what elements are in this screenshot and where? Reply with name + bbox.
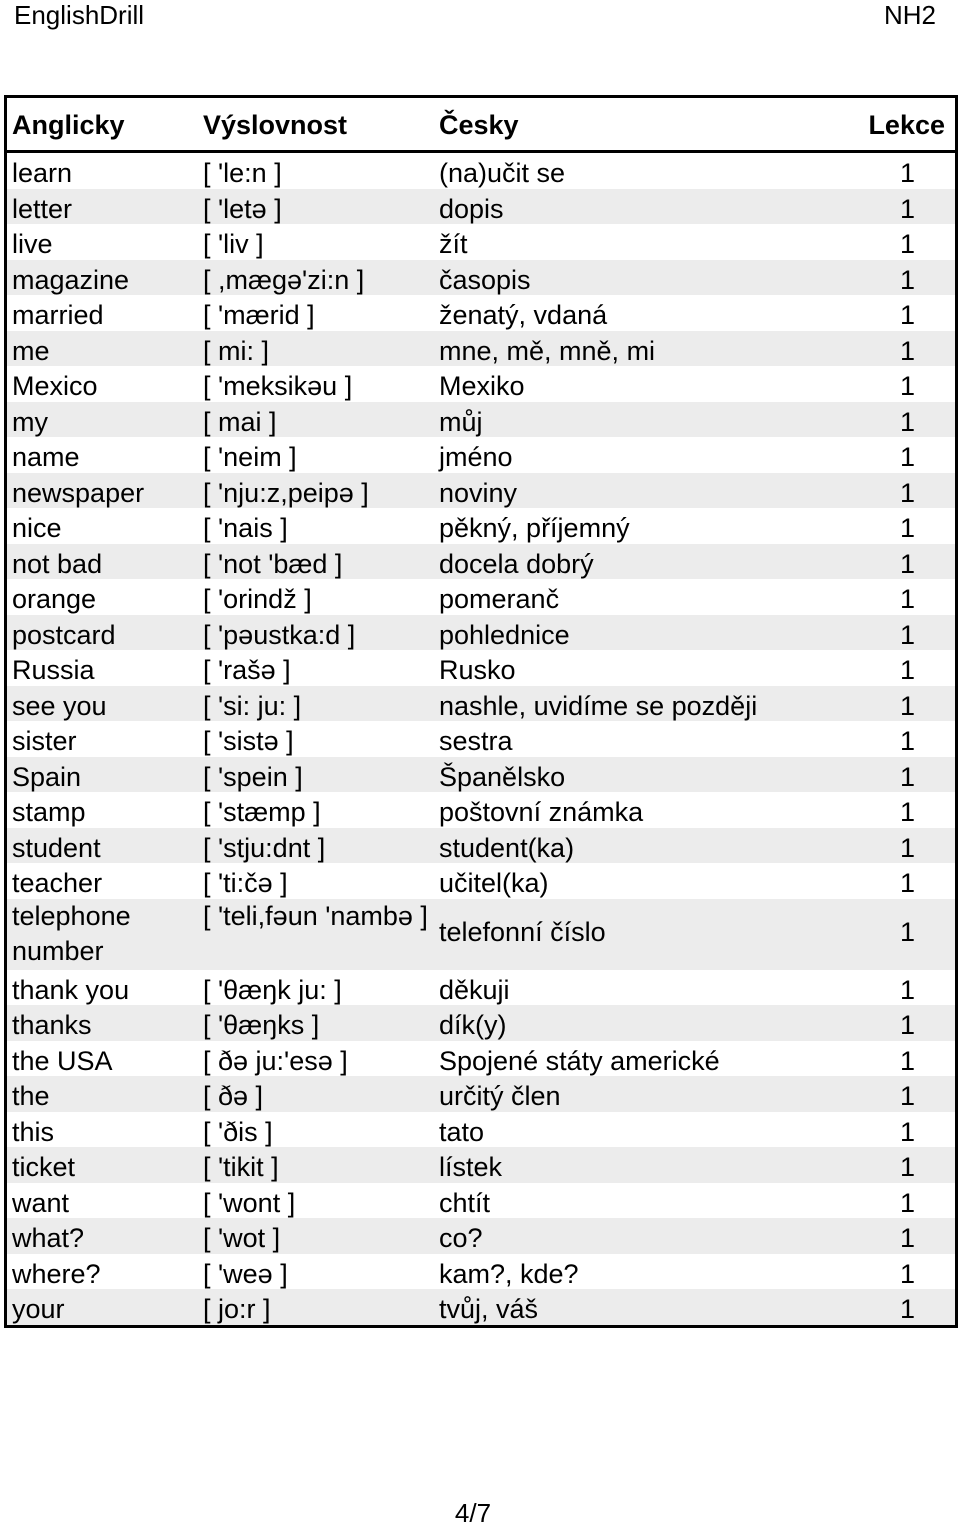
english-word: Russia [12, 655, 95, 685]
english-word: this [12, 1116, 55, 1147]
czech-translation: Mexiko [439, 371, 525, 401]
lesson-number: 1 [899, 797, 915, 827]
lesson-number: 1 [899, 1081, 915, 1111]
table-row [7, 828, 955, 864]
lesson-number: 1 [899, 513, 915, 543]
lesson-number: 1 [899, 1010, 915, 1040]
vocabulary-table [4, 95, 958, 1328]
table-row [7, 863, 955, 899]
english-word: the USA [12, 1045, 113, 1076]
table-row [7, 331, 955, 367]
table-row [7, 1147, 955, 1183]
pronunciation: [ 'sistə ] [203, 726, 294, 756]
english-word: where? [12, 1258, 101, 1289]
czech-translation: nashle, uvidíme se později [439, 690, 758, 721]
table-row [7, 544, 955, 580]
english-word: magazine [12, 264, 130, 295]
english-word: my [12, 406, 48, 437]
column-header-lesson: Lekce [868, 110, 945, 140]
table-row [7, 1289, 955, 1325]
table-row [7, 1254, 955, 1290]
czech-translation: ženatý, vdaná [439, 300, 608, 330]
table-row [7, 1076, 955, 1112]
czech-translation: dopis [439, 193, 504, 224]
lesson-number: 1 [899, 300, 915, 330]
table-body [7, 153, 955, 1325]
lesson-number: 1 [899, 868, 915, 898]
czech-translation: lístek [439, 1152, 503, 1182]
lesson-number: 1 [899, 916, 915, 947]
pronunciation: [ 'stæmp ] [203, 797, 321, 827]
pronunciation: [ 'nju:z,peipə ] [203, 477, 369, 508]
lesson-number: 1 [899, 832, 915, 863]
english-word: newspaper [12, 477, 145, 508]
table-row [7, 1041, 955, 1077]
lesson-number: 1 [899, 690, 915, 721]
pronunciation: [ 'mærid ] [203, 300, 315, 330]
czech-translation: poštovní známka [439, 797, 644, 827]
czech-translation: tato [439, 1116, 485, 1147]
english-word: student [12, 832, 101, 863]
pronunciation: [ jo:r ] [203, 1294, 271, 1324]
table-row [7, 721, 955, 757]
czech-translation: sestra [439, 726, 513, 756]
czech-translation: pěkný, příjemný [439, 513, 630, 543]
pronunciation: [ 'meksikəu ] [203, 371, 353, 401]
english-word: want [12, 1187, 70, 1218]
pronunciation: [ 'θæŋks ] [203, 1010, 320, 1040]
lesson-number: 1 [899, 229, 915, 259]
pronunciation: [ 'neim ] [203, 442, 297, 472]
english-word: what? [12, 1223, 85, 1253]
lesson-number: 1 [899, 1294, 915, 1324]
table-row [7, 1005, 955, 1041]
lesson-number: 1 [899, 1223, 915, 1253]
czech-translation: Rusko [439, 655, 516, 685]
pronunciation: [ mai ] [203, 406, 277, 437]
table-row [7, 899, 955, 970]
pronunciation: [ 'letə ] [203, 193, 282, 224]
table-row [7, 615, 955, 651]
lesson-number: 1 [899, 1116, 915, 1147]
pronunciation: [ 'pəustka:d ] [203, 619, 356, 650]
czech-translation: Španělsko [439, 761, 566, 792]
lesson-number: 1 [899, 477, 915, 508]
document-title: EnglishDrill [14, 0, 145, 30]
pronunciation: [ 'not 'bæd ] [203, 548, 343, 579]
czech-translation: student(ka) [439, 832, 575, 863]
czech-translation: dík(y) [439, 1010, 507, 1040]
english-word: postcard [12, 619, 116, 650]
pronunciation: [ 'teli,fəun 'nambə ] [203, 900, 428, 931]
table-row [7, 366, 955, 402]
page-header [0, 0, 960, 30]
english-word: orange [12, 584, 97, 614]
column-header-czech: Česky [439, 110, 519, 140]
english-word: nice [12, 513, 62, 543]
czech-translation: Spojené státy americké [439, 1045, 720, 1076]
english-word: the [12, 1081, 50, 1111]
table-row [7, 1112, 955, 1148]
czech-translation: pohlednice [439, 619, 570, 650]
pronunciation: [ ,mægə'zi:n ] [203, 264, 365, 295]
czech-translation: žít [439, 229, 468, 259]
lesson-number: 1 [899, 548, 915, 579]
english-word: see you [12, 690, 107, 721]
pronunciation: [ ðə ] [203, 1081, 264, 1111]
lesson-number: 1 [899, 264, 915, 295]
lesson-number: 1 [899, 1045, 915, 1076]
czech-translation: (na)učit se [439, 158, 566, 188]
czech-translation: telefonní číslo [439, 916, 606, 947]
table-row [7, 686, 955, 722]
lesson-number: 1 [899, 1152, 915, 1182]
lesson-number: 1 [899, 974, 915, 1005]
table-row [7, 402, 955, 438]
lesson-number: 1 [899, 619, 915, 650]
table-row [7, 792, 955, 828]
table-row [7, 579, 955, 615]
czech-translation: časopis [439, 264, 531, 295]
pronunciation: [ 'rašə ] [203, 655, 291, 685]
english-word: stamp [12, 797, 86, 827]
table-row [7, 260, 955, 296]
table-row [7, 224, 955, 260]
table-header [7, 98, 955, 153]
table-row [7, 650, 955, 686]
table-row [7, 295, 955, 331]
english-word: telephone number [12, 900, 131, 966]
column-header-pronunciation: Výslovnost [203, 110, 348, 140]
english-word: Spain [12, 761, 82, 792]
czech-translation: chtít [439, 1187, 491, 1218]
czech-translation: určitý člen [439, 1081, 561, 1111]
lesson-number: 1 [899, 761, 915, 792]
english-word: Mexico [12, 371, 98, 401]
lesson-number: 1 [899, 1187, 915, 1218]
english-word: letter [12, 193, 73, 224]
pronunciation: [ 'wot ] [203, 1223, 281, 1253]
pronunciation: [ 'liv ] [203, 229, 264, 259]
pronunciation: [ 'weə ] [203, 1258, 288, 1289]
english-word: your [12, 1294, 65, 1324]
table-row [7, 1183, 955, 1219]
page-footer [0, 1498, 960, 1528]
english-word: thanks [12, 1010, 92, 1040]
czech-translation: děkuji [439, 974, 510, 1005]
lesson-number: 1 [899, 726, 915, 756]
lesson-number: 1 [899, 1258, 915, 1289]
pronunciation: [ ðə ju:'esə ] [203, 1045, 348, 1076]
czech-translation: kam?, kde? [439, 1258, 579, 1289]
document-code: NH2 [883, 0, 936, 30]
czech-translation: můj [439, 406, 483, 437]
column-header-english: Anglicky [12, 110, 125, 140]
czech-translation: jméno [439, 442, 513, 472]
lesson-number: 1 [899, 158, 915, 188]
pronunciation: [ 'stju:dnt ] [203, 832, 326, 863]
pronunciation: [ 'spein ] [203, 761, 303, 792]
czech-translation: noviny [439, 477, 518, 508]
pronunciation: [ 'orindž ] [203, 584, 312, 614]
pronunciation: [ mi: ] [203, 335, 269, 366]
english-word: ticket [12, 1152, 76, 1182]
pronunciation: [ 'ti:čə ] [203, 868, 288, 898]
table-row [7, 508, 955, 544]
lesson-number: 1 [899, 442, 915, 472]
english-word: sister [12, 726, 77, 756]
czech-translation: co? [439, 1223, 483, 1253]
english-word: name [12, 442, 80, 472]
pronunciation: [ 'ðis ] [203, 1116, 273, 1147]
table-row [7, 473, 955, 509]
pronunciation: [ 'si: ju: ] [203, 690, 302, 721]
table-row [7, 189, 955, 225]
english-word: learn [12, 158, 73, 188]
czech-translation: docela dobrý [439, 548, 594, 579]
english-word: not bad [12, 548, 103, 579]
pronunciation: [ 'le:n ] [203, 158, 282, 188]
english-word: live [12, 229, 53, 259]
pronunciation: [ 'wont ] [203, 1187, 296, 1218]
table-row [7, 153, 955, 189]
lesson-number: 1 [899, 371, 915, 401]
lesson-number: 1 [899, 584, 915, 614]
lesson-number: 1 [899, 406, 915, 437]
english-word: teacher [12, 868, 103, 898]
table-row [7, 1218, 955, 1254]
page-number: 4/7 [454, 1498, 492, 1528]
table-row [7, 757, 955, 793]
english-word: married [12, 300, 104, 330]
czech-translation: pomeranč [439, 584, 560, 614]
lesson-number: 1 [899, 193, 915, 224]
czech-translation: učitel(ka) [439, 868, 549, 898]
english-word: thank you [12, 974, 130, 1005]
czech-translation: tvůj, váš [439, 1294, 539, 1324]
lesson-number: 1 [899, 335, 915, 366]
pronunciation: [ 'nais ] [203, 513, 288, 543]
lesson-number: 1 [899, 655, 915, 685]
pronunciation: [ 'tikit ] [203, 1152, 279, 1182]
english-word: me [12, 335, 50, 366]
czech-translation: mne, mě, mně, mi [439, 335, 656, 366]
table-row [7, 970, 955, 1006]
table-row [7, 437, 955, 473]
pronunciation: [ 'θæŋk ju: ] [203, 974, 342, 1005]
